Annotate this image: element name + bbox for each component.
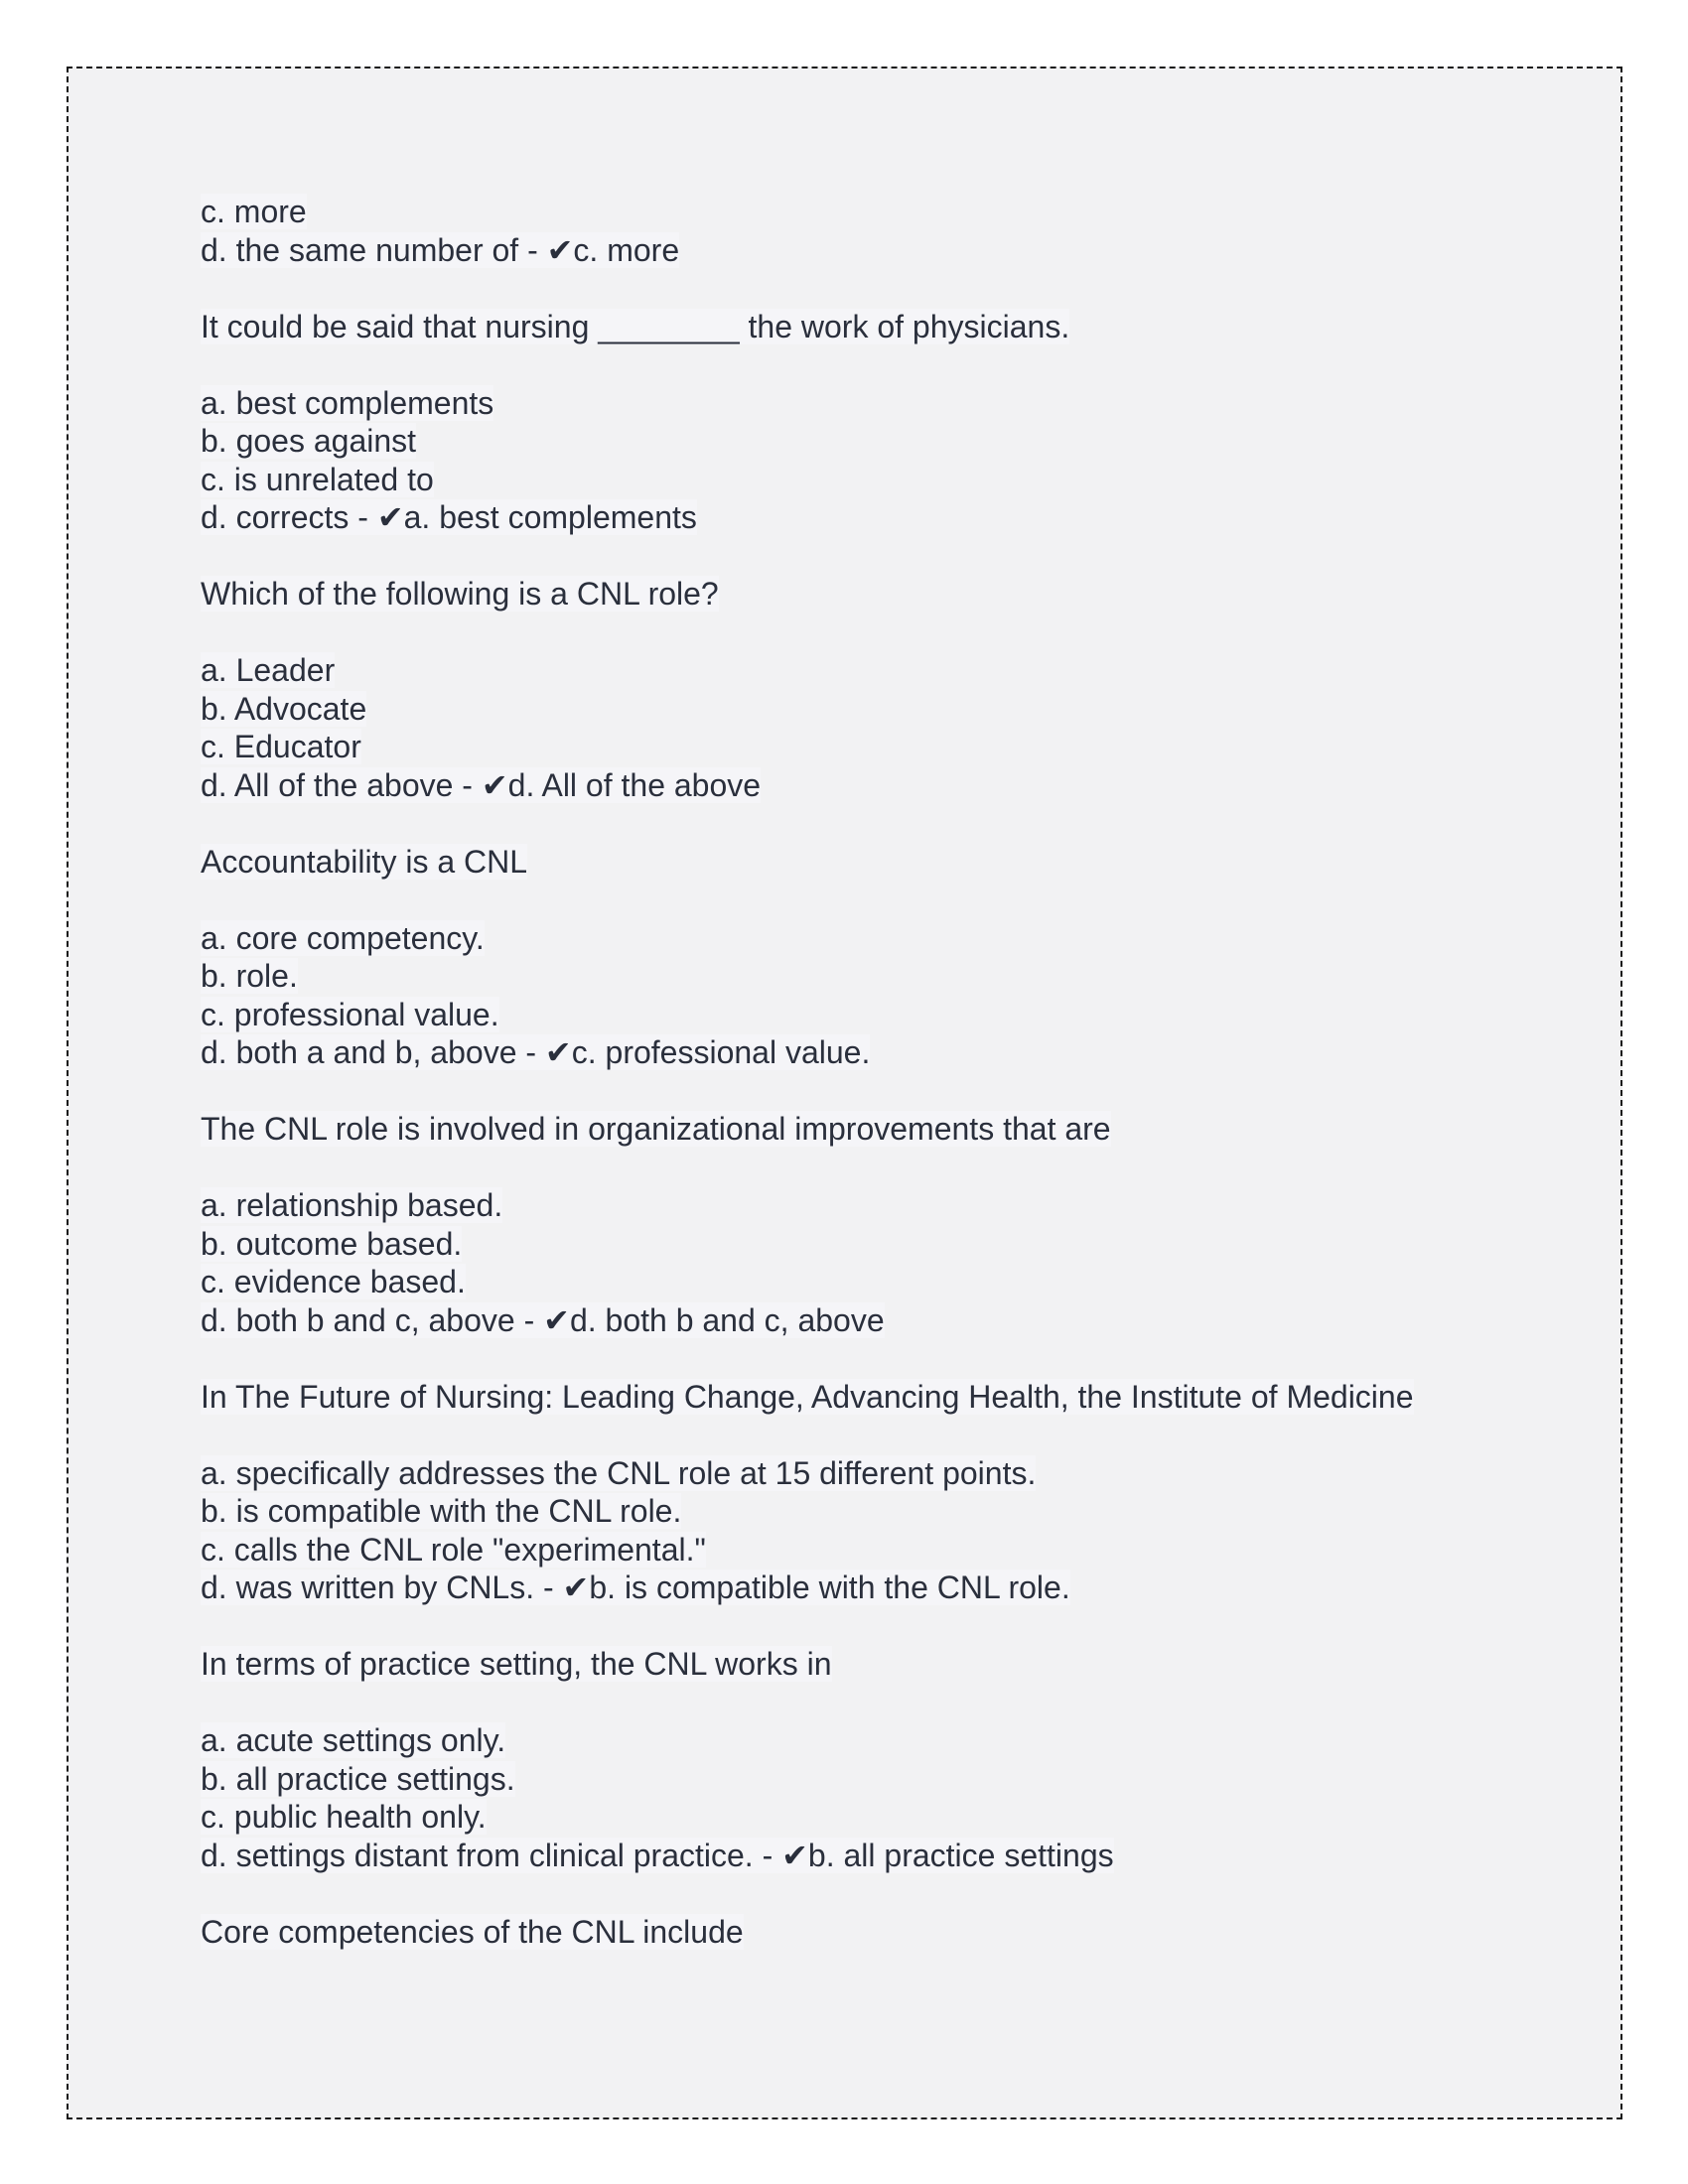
blank-line xyxy=(201,1072,1571,1111)
answer-option-text: b. Advocate xyxy=(201,690,367,727)
answer-option-text: a. core competency. xyxy=(201,919,485,956)
answer-option-text: d. All of the above - ✔d. All of the above xyxy=(201,766,762,803)
answer-option-text: d. the same number of - ✔c. more xyxy=(201,231,680,268)
answer-option xyxy=(201,1454,1571,1493)
answer-option-text: c. public health only. xyxy=(201,1799,487,1835)
answer-option xyxy=(201,498,1571,537)
answer-option xyxy=(201,461,1571,499)
question-text-text: In The Future of Nursing: Leading Change, Advancing Health, the Institute of Medicine xyxy=(201,1378,1414,1415)
answer-option-text: b. goes against xyxy=(201,423,417,459)
blank-line xyxy=(201,537,1571,576)
answer-option-text: c. calls the CNL role "experimental." xyxy=(201,1531,706,1568)
answer-option-text: c. professional value. xyxy=(201,996,499,1032)
blank-line xyxy=(201,1416,1571,1454)
question-text xyxy=(201,1378,1571,1417)
answer-option-text: a. Leader xyxy=(201,652,336,688)
answer-option xyxy=(201,1798,1571,1837)
answer-option xyxy=(201,690,1571,729)
answer-option-text: d. corrects - ✔a. best complements xyxy=(201,499,697,535)
answer-option-text: c. more xyxy=(201,194,307,229)
blank-line xyxy=(201,345,1571,384)
answer-option-text: d. settings distant from clinical practice. - ✔b. all practice settings xyxy=(201,1837,1114,1873)
answer-option-text: d. both b and c, above - ✔d. both b and c, above xyxy=(201,1301,885,1338)
answer-option-text: d. both a and b, above - ✔c. professional value. xyxy=(201,1034,871,1070)
answer-option xyxy=(201,957,1571,996)
answer-option-text: a. best complements xyxy=(201,384,494,421)
answer-option xyxy=(201,1569,1571,1607)
blank-line xyxy=(201,1339,1571,1378)
question-text-text: Accountability is a CNL xyxy=(201,843,528,880)
question-text xyxy=(201,1645,1571,1684)
answer-option xyxy=(201,1531,1571,1570)
answer-option xyxy=(201,1225,1571,1264)
question-text xyxy=(201,308,1571,346)
blank-line xyxy=(201,804,1571,843)
answer-option-text: c. is unrelated to xyxy=(201,461,434,497)
answer-option xyxy=(201,919,1571,958)
blank-line xyxy=(201,1874,1571,1913)
blank-line xyxy=(201,1149,1571,1187)
blank-line xyxy=(201,614,1571,652)
answer-option xyxy=(201,728,1571,766)
blank-line xyxy=(201,269,1571,308)
blank-line xyxy=(201,1607,1571,1646)
answer-option xyxy=(201,422,1571,461)
answer-option-text: c. evidence based. xyxy=(201,1264,466,1299)
answer-option-text: d. was written by CNLs. - ✔b. is compatible with the CNL role. xyxy=(201,1570,1070,1605)
answer-option xyxy=(201,1033,1571,1072)
question-text-text: In terms of practice setting, the CNL works in xyxy=(201,1646,832,1682)
answer-option xyxy=(201,1837,1571,1875)
answer-option-text: b. outcome based. xyxy=(201,1225,463,1262)
answer-option xyxy=(201,766,1571,805)
answer-option xyxy=(201,1721,1571,1760)
question-text xyxy=(201,1110,1571,1149)
answer-option xyxy=(201,384,1571,423)
answer-option xyxy=(201,996,1571,1034)
question-text-text: Core competencies of the CNL include xyxy=(201,1913,744,1950)
question-text xyxy=(201,1913,1571,1952)
answer-option xyxy=(201,231,1571,270)
question-text-text: The CNL role is involved in organizational improvements that are xyxy=(201,1111,1111,1147)
answer-option-text: a. specifically addresses the CNL role at 15 different points. xyxy=(201,1454,1037,1491)
answer-option-text: b. all practice settings. xyxy=(201,1760,515,1797)
answer-option xyxy=(201,1760,1571,1799)
question-text xyxy=(201,575,1571,614)
question-text xyxy=(201,843,1571,882)
answer-option xyxy=(201,1186,1571,1225)
question-text-text: Which of the following is a CNL role? xyxy=(201,576,719,612)
answer-option-text: b. is compatible with the CNL role. xyxy=(201,1493,682,1529)
blank-line xyxy=(201,1684,1571,1722)
blank-line xyxy=(201,881,1571,919)
answer-option-text: a. acute settings only. xyxy=(201,1722,506,1758)
document-page xyxy=(67,67,1622,2119)
answer-option-text: b. role. xyxy=(201,958,298,994)
answer-option xyxy=(201,193,1571,231)
answer-option-text: c. Educator xyxy=(201,729,361,764)
document-body xyxy=(201,193,1571,1951)
answer-option xyxy=(201,1492,1571,1531)
answer-option xyxy=(201,651,1571,690)
answer-option xyxy=(201,1263,1571,1301)
answer-option-text: a. relationship based. xyxy=(201,1187,503,1223)
answer-option xyxy=(201,1301,1571,1340)
question-text-text: It could be said that nursing ________ the work of physicians. xyxy=(201,308,1070,344)
